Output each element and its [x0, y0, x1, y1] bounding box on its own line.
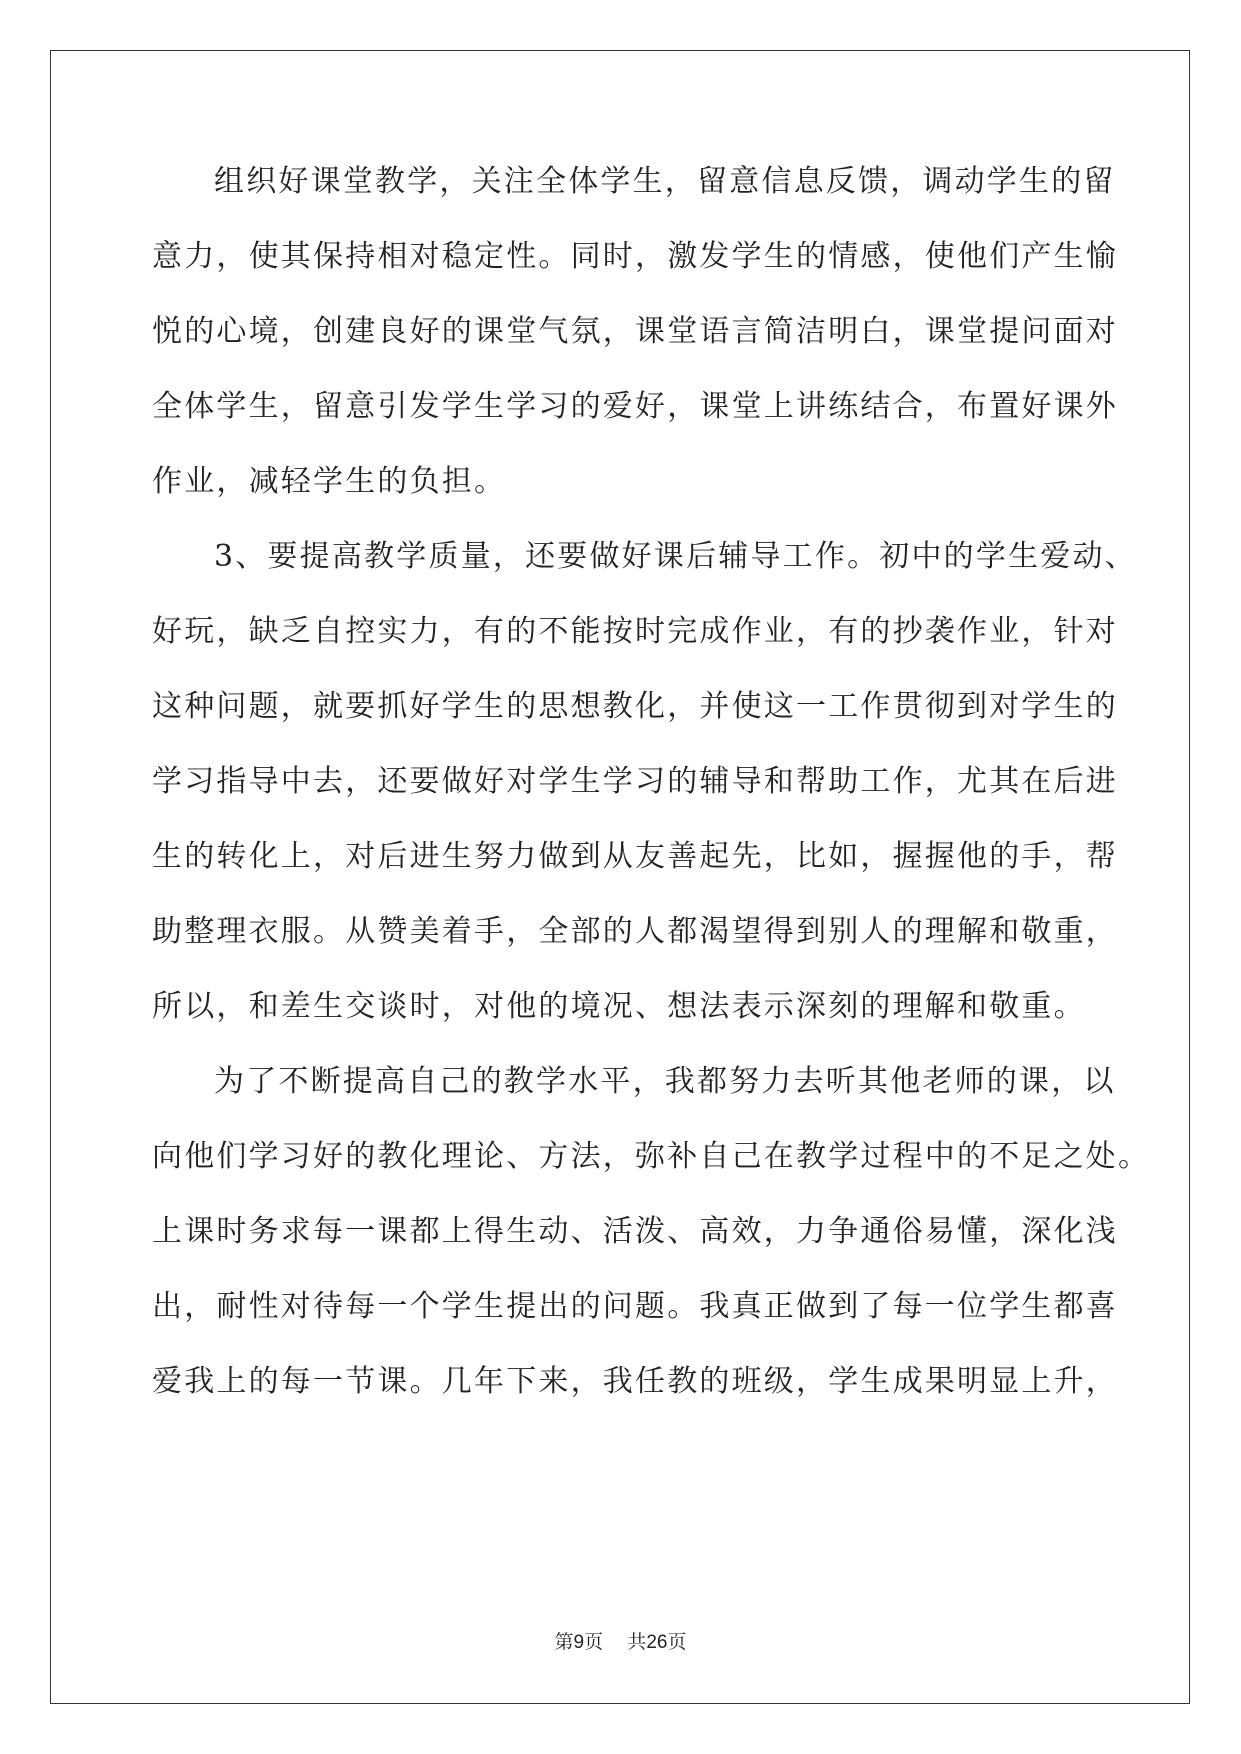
text-line: 助整理衣服。从赞美着手，全部的人都渴望得到别人的理解和敬重， [152, 914, 1118, 949]
page-prefix: 第 [554, 1631, 574, 1653]
text-line: 上课时务求每一课都上得生动、活泼、高效，力争通俗易懂，深化浅 [152, 1214, 1118, 1249]
text-line: 3、要提高教学质量，还要做好课后辅导工作。初中的学生爱动、 [214, 539, 1137, 574]
text-line: 出，耐性对待每一个学生提出的问题。我真正做到了每一位学生都喜 [152, 1289, 1118, 1324]
text-line: 这种问题，就要抓好学生的思想教化，并使这一工作贯彻到对学生的 [152, 689, 1118, 724]
text-line: 悦的心境，创建良好的课堂气氛，课堂语言简洁明白，课堂提问面对 [152, 314, 1118, 349]
total-prefix: 共 [627, 1631, 647, 1653]
text-line: 生的转化上，对后进生努力做到从友善起先，比如，握握他的手，帮 [152, 839, 1118, 874]
text-line: 组织好课堂教学，关注全体学生，留意信息反馈，调动学生的留 [214, 164, 1116, 199]
text-line: 爱我上的每一节课。几年下来，我任教的班级，学生成果明显上升， [152, 1364, 1118, 1399]
page-suffix: 页 [584, 1631, 604, 1653]
text-line: 为了不断提高自己的教学水平，我都努力去听其他老师的课，以 [214, 1064, 1116, 1099]
text-line: 全体学生，留意引发学生学习的爱好，课堂上讲练结合，布置好课外 [152, 389, 1118, 424]
page-border [50, 50, 1190, 1704]
text-line: 意力，使其保持相对稳定性。同时，激发学生的情感，使他们产生愉 [152, 239, 1118, 274]
text-line: 所以，和差生交谈时，对他的境况、想法表示深刻的理解和敬重。 [152, 989, 1086, 1024]
text-line: 作业，减轻学生的负担。 [152, 464, 507, 499]
total-pages: 26 [646, 1632, 668, 1653]
page-footer [0, 1631, 1241, 1654]
page-number: 9 [573, 1632, 585, 1653]
text-line: 好玩，缺乏自控实力，有的不能按时完成作业，有的抄袭作业，针对 [152, 614, 1118, 649]
text-line: 向他们学习好的教化理论、方法，弥补自己在教学过程中的不足之处。 [152, 1139, 1151, 1174]
text-line: 学习指导中去，还要做好对学生学习的辅导和帮助工作，尤其在后进 [152, 764, 1118, 799]
total-suffix: 页 [667, 1631, 687, 1653]
